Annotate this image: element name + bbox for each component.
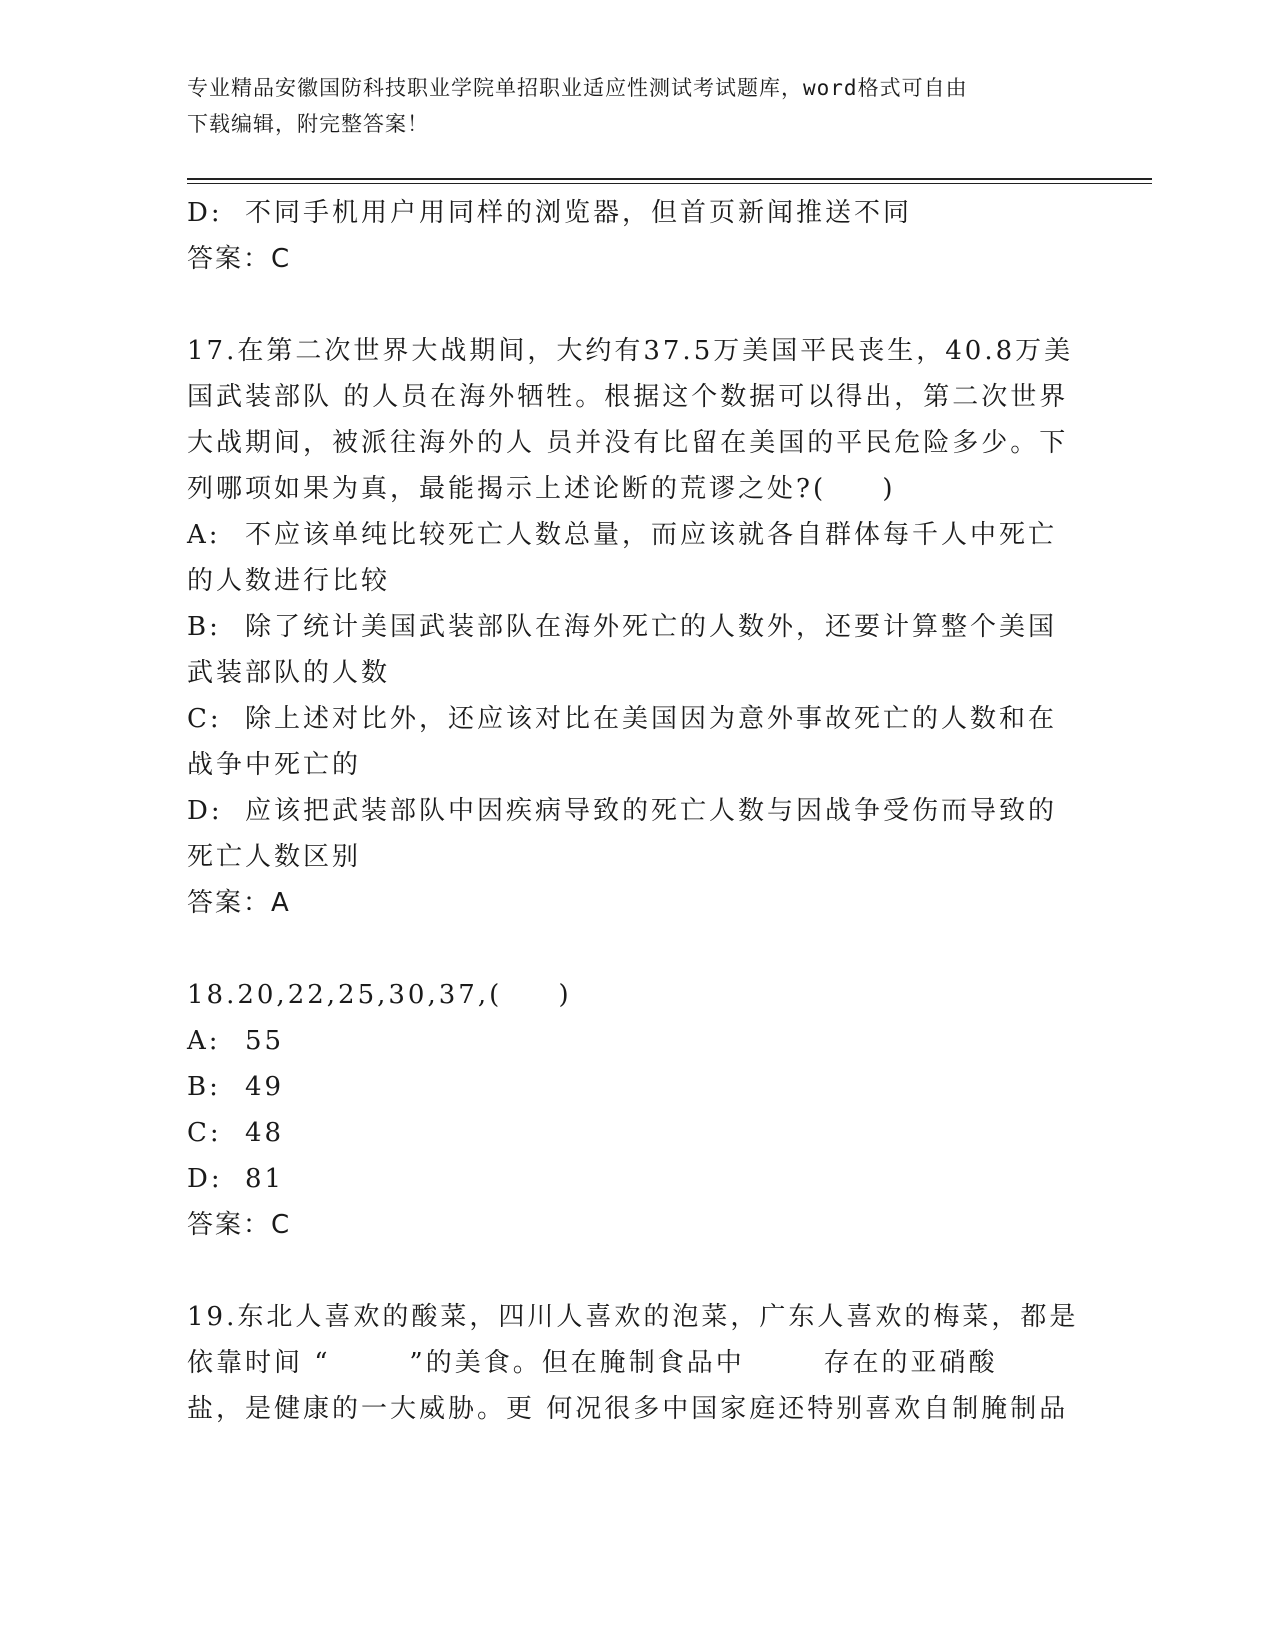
- option-letter: B:: [187, 612, 221, 642]
- option-letter: D:: [187, 1164, 223, 1194]
- option-text: 应该把武装部队中因疾病导致的死亡人数与因战争受伤而导致的: [245, 796, 1058, 826]
- question-19-line: 19.东北人喜欢的酸菜，四川人喜欢的泡菜，广东人喜欢的梅菜，都是: [187, 1302, 1079, 1332]
- option-text: 55: [245, 1026, 285, 1056]
- option-text: 81: [245, 1164, 285, 1194]
- page-header: [187, 70, 1067, 142]
- question-19-line: 依靠时间 “ ”的美食。但在腌制食品中 存在的亚硝酸: [187, 1348, 998, 1378]
- header-rule-thin: [187, 183, 1152, 184]
- option-text: 除了统计美国武装部队在海外死亡的人数外，还要计算整个美国: [245, 612, 1058, 642]
- option-c: [187, 696, 1087, 742]
- option-c-continued: 战争中死亡的: [187, 750, 362, 780]
- question-17-line: 国武装部队 的人员在海外牺牲。根据这个数据可以得出，第二次世界: [187, 382, 1069, 412]
- spacer: [187, 1248, 1087, 1294]
- option-c: [187, 1110, 1087, 1156]
- option-b: [187, 604, 1087, 650]
- option-a-continued: 的人数进行比较: [187, 566, 391, 596]
- option-a: [187, 1018, 1087, 1064]
- option-d-continued: 死亡人数区别: [187, 842, 362, 872]
- answer: 答案：C: [187, 1210, 292, 1240]
- option-d: [187, 788, 1087, 834]
- option-text: 除上述对比外，还应该对比在美国因为意外事故死亡的人数和在: [245, 704, 1058, 734]
- question-17-line: 大战期间，被派往海外的人 员并没有比留在美国的平民危险多少。下: [187, 428, 1069, 458]
- option-letter: C:: [187, 1118, 222, 1148]
- option-letter: C:: [187, 704, 222, 734]
- option-letter: B:: [187, 1072, 221, 1102]
- header-rule-thick: [187, 178, 1152, 180]
- spacer: [187, 926, 1087, 972]
- question-17-line: 17.在第二次世界大战期间，大约有37.5万美国平民丧生，40.8万美: [187, 336, 1074, 366]
- option-d: [187, 190, 1087, 236]
- question-18-stem: 18.20,22,25,30,37,( ): [187, 980, 572, 1010]
- answer: 答案：A: [187, 888, 291, 918]
- document-body: [187, 190, 1087, 1432]
- option-letter: A:: [187, 520, 221, 550]
- option-text: 不应该单纯比较死亡人数总量，而应该就各自群体每千人中死亡: [245, 520, 1058, 550]
- option-a: [187, 512, 1087, 558]
- option-text: 不同手机用户用同样的浏览器，但首页新闻推送不同: [245, 198, 913, 228]
- question-17-line: 列哪项如果为真，最能揭示上述论断的荒谬之处?( ): [187, 474, 896, 504]
- header-line-1: 专业精品安徽国防科技职业学院单招职业适应性测试考试题库，word格式可自由: [187, 76, 968, 100]
- option-letter: A:: [187, 1026, 221, 1056]
- option-letter: D:: [187, 796, 223, 826]
- option-text: 49: [245, 1072, 285, 1102]
- option-text: 48: [245, 1118, 285, 1148]
- question-19-line: 盐，是健康的一大威胁。更 何况很多中国家庭还特别喜欢自制腌制品: [187, 1394, 1069, 1424]
- answer: 答案：C: [187, 244, 292, 274]
- spacer: [187, 282, 1087, 328]
- option-letter: D:: [187, 198, 223, 228]
- option-b: [187, 1064, 1087, 1110]
- header-line-2: 下载编辑，附完整答案！: [187, 112, 429, 136]
- option-d: [187, 1156, 1087, 1202]
- option-b-continued: 武装部队的人数: [187, 658, 391, 688]
